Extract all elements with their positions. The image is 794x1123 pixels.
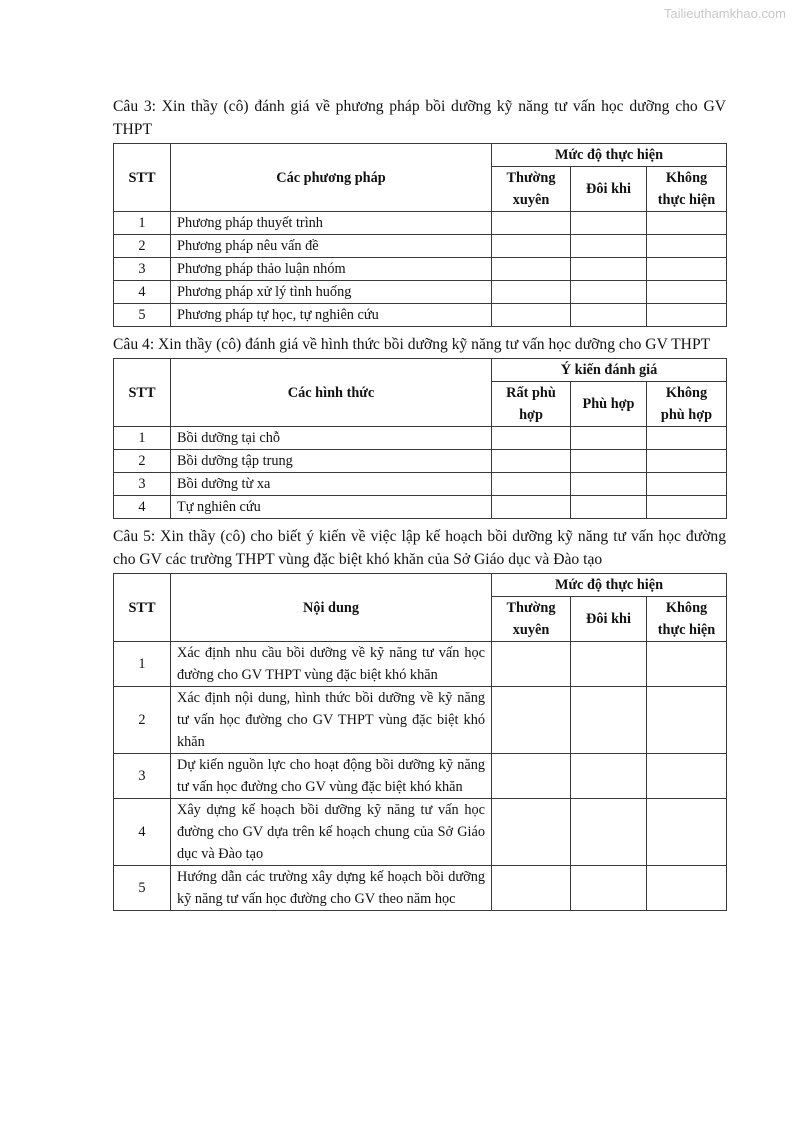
table-row bbox=[114, 642, 727, 687]
answer-cell[interactable] bbox=[647, 496, 727, 519]
item-header: Nội dung bbox=[171, 574, 492, 642]
question-4-table bbox=[113, 358, 727, 519]
answer-cell[interactable] bbox=[647, 304, 727, 327]
answer-cell[interactable] bbox=[647, 212, 727, 235]
row-text: Xây dựng kế hoạch bồi dưỡng kỹ năng tư vấn học đường cho GV dựa trên kế hoạch chung của Sở Giáo dục và Đào tạo bbox=[171, 799, 492, 866]
answer-cell[interactable] bbox=[571, 427, 647, 450]
table-row bbox=[114, 687, 727, 754]
answer-cell[interactable] bbox=[571, 496, 647, 519]
column-2-header: Đôi khi bbox=[571, 597, 647, 642]
answer-cell[interactable] bbox=[571, 450, 647, 473]
document-body bbox=[113, 95, 726, 917]
answer-cell[interactable] bbox=[571, 473, 647, 496]
answer-cell[interactable] bbox=[647, 258, 727, 281]
answer-cell[interactable] bbox=[571, 754, 647, 799]
answer-cell[interactable] bbox=[492, 754, 571, 799]
answer-cell[interactable] bbox=[492, 235, 571, 258]
table-row bbox=[114, 235, 727, 258]
answer-cell[interactable] bbox=[647, 281, 727, 304]
row-text: Phương pháp thảo luận nhóm bbox=[171, 258, 492, 281]
item-header: Các hình thức bbox=[171, 359, 492, 427]
table-row bbox=[114, 799, 727, 866]
column-1-header: Thường xuyên bbox=[492, 167, 571, 212]
column-3-header: Không thực hiện bbox=[647, 167, 727, 212]
answer-cell[interactable] bbox=[492, 496, 571, 519]
row-number: 4 bbox=[114, 281, 171, 304]
question-3-table bbox=[113, 143, 727, 327]
row-text: Xác định nhu cầu bồi dưỡng về kỹ năng tư vấn học đường cho GV THPT vùng đặc biệt khó khăn bbox=[171, 642, 492, 687]
row-text: Phương pháp thuyết trình bbox=[171, 212, 492, 235]
row-number: 3 bbox=[114, 473, 171, 496]
answer-cell[interactable] bbox=[571, 235, 647, 258]
row-text: Phương pháp xử lý tình huống bbox=[171, 281, 492, 304]
row-number: 2 bbox=[114, 450, 171, 473]
answer-cell[interactable] bbox=[571, 258, 647, 281]
answer-cell[interactable] bbox=[647, 450, 727, 473]
answer-cell[interactable] bbox=[492, 212, 571, 235]
answer-cell[interactable] bbox=[647, 642, 727, 687]
group-header: Ý kiến đánh giá bbox=[492, 359, 727, 382]
column-2-header: Phù hợp bbox=[571, 382, 647, 427]
answer-cell[interactable] bbox=[647, 427, 727, 450]
table-row bbox=[114, 304, 727, 327]
row-number: 4 bbox=[114, 496, 171, 519]
answer-cell[interactable] bbox=[492, 473, 571, 496]
group-header: Mức độ thực hiện bbox=[492, 574, 727, 597]
answer-cell[interactable] bbox=[492, 281, 571, 304]
answer-cell[interactable] bbox=[571, 281, 647, 304]
answer-cell[interactable] bbox=[571, 866, 647, 911]
answer-cell[interactable] bbox=[571, 799, 647, 866]
row-text: Bồi dưỡng tập trung bbox=[171, 450, 492, 473]
row-text: Bồi dưỡng từ xa bbox=[171, 473, 492, 496]
row-text: Phương pháp nêu vấn đề bbox=[171, 235, 492, 258]
row-text: Dự kiến nguồn lực cho hoạt động bồi dưỡng kỹ năng tư vấn học đường cho GV vùng đặc biệt khó khăn bbox=[171, 754, 492, 799]
table-row bbox=[114, 427, 727, 450]
answer-cell[interactable] bbox=[647, 687, 727, 754]
row-number: 1 bbox=[114, 642, 171, 687]
answer-cell[interactable] bbox=[571, 642, 647, 687]
table-row bbox=[114, 496, 727, 519]
row-number: 5 bbox=[114, 866, 171, 911]
column-2-header: Đôi khi bbox=[571, 167, 647, 212]
row-text: Tự nghiên cứu bbox=[171, 496, 492, 519]
table-header-row bbox=[114, 359, 727, 382]
answer-cell[interactable] bbox=[492, 427, 571, 450]
answer-cell[interactable] bbox=[571, 687, 647, 754]
row-number: 2 bbox=[114, 235, 171, 258]
answer-cell[interactable] bbox=[571, 304, 647, 327]
row-number: 4 bbox=[114, 799, 171, 866]
row-text: Bồi dưỡng tại chỗ bbox=[171, 427, 492, 450]
table-row bbox=[114, 258, 727, 281]
row-text: Hướng dẫn các trường xây dựng kế hoạch bồi dưỡng kỹ năng tư vấn học đường cho GV theo năm học bbox=[171, 866, 492, 911]
column-3-header: Không phù hợp bbox=[647, 382, 727, 427]
row-number: 1 bbox=[114, 427, 171, 450]
stt-header: STT bbox=[114, 144, 171, 212]
table-row bbox=[114, 473, 727, 496]
table-row bbox=[114, 212, 727, 235]
stt-header: STT bbox=[114, 359, 171, 427]
table-header-row bbox=[114, 574, 727, 597]
answer-cell[interactable] bbox=[492, 304, 571, 327]
answer-cell[interactable] bbox=[647, 866, 727, 911]
column-1-header: Rất phù hợp bbox=[492, 382, 571, 427]
table-row bbox=[114, 866, 727, 911]
table-row bbox=[114, 754, 727, 799]
table-header-row bbox=[114, 144, 727, 167]
answer-cell[interactable] bbox=[647, 235, 727, 258]
row-text: Xác định nội dung, hình thức bồi dưỡng về kỹ năng tư vấn học đường cho GV THPT vùng đặc biệt khó khăn bbox=[171, 687, 492, 754]
answer-cell[interactable] bbox=[492, 687, 571, 754]
question-5-table bbox=[113, 573, 727, 911]
answer-cell[interactable] bbox=[492, 799, 571, 866]
answer-cell[interactable] bbox=[492, 450, 571, 473]
group-header: Mức độ thực hiện bbox=[492, 144, 727, 167]
answer-cell[interactable] bbox=[492, 258, 571, 281]
column-1-header: Thường xuyên bbox=[492, 597, 571, 642]
stt-header: STT bbox=[114, 574, 171, 642]
answer-cell[interactable] bbox=[571, 212, 647, 235]
question-4-title: Câu 4: Xin thầy (cô) đánh giá về hình thức bồi dưỡng kỹ năng tư vấn học dưỡng cho GV THPT bbox=[113, 336, 711, 353]
row-number: 3 bbox=[114, 754, 171, 799]
answer-cell[interactable] bbox=[492, 642, 571, 687]
question-3-title: Câu 3: Xin thầy (cô) đánh giá về phương pháp bồi dưỡng kỹ năng tư vấn học dưỡng cho GV THPT bbox=[113, 98, 726, 138]
row-text: Phương pháp tự học, tự nghiên cứu bbox=[171, 304, 492, 327]
answer-cell[interactable] bbox=[647, 799, 727, 866]
table-row bbox=[114, 281, 727, 304]
row-number: 5 bbox=[114, 304, 171, 327]
answer-cell[interactable] bbox=[647, 473, 727, 496]
answer-cell[interactable] bbox=[647, 754, 727, 799]
table-row bbox=[114, 450, 727, 473]
answer-cell[interactable] bbox=[492, 866, 571, 911]
row-number: 3 bbox=[114, 258, 171, 281]
column-3-header: Không thực hiện bbox=[647, 597, 727, 642]
watermark: Tailieuthamkhao.com bbox=[663, 6, 786, 21]
row-number: 1 bbox=[114, 212, 171, 235]
question-5-title: Câu 5: Xin thầy (cô) cho biết ý kiến về việc lập kế hoạch bồi dưỡng kỹ năng tư vấn học đường cho GV các trường THPT vùng đặc biệt khó khăn của Sở Giáo dục và Đào tạo bbox=[113, 528, 726, 568]
row-number: 2 bbox=[114, 687, 171, 754]
item-header: Các phương pháp bbox=[171, 144, 492, 212]
